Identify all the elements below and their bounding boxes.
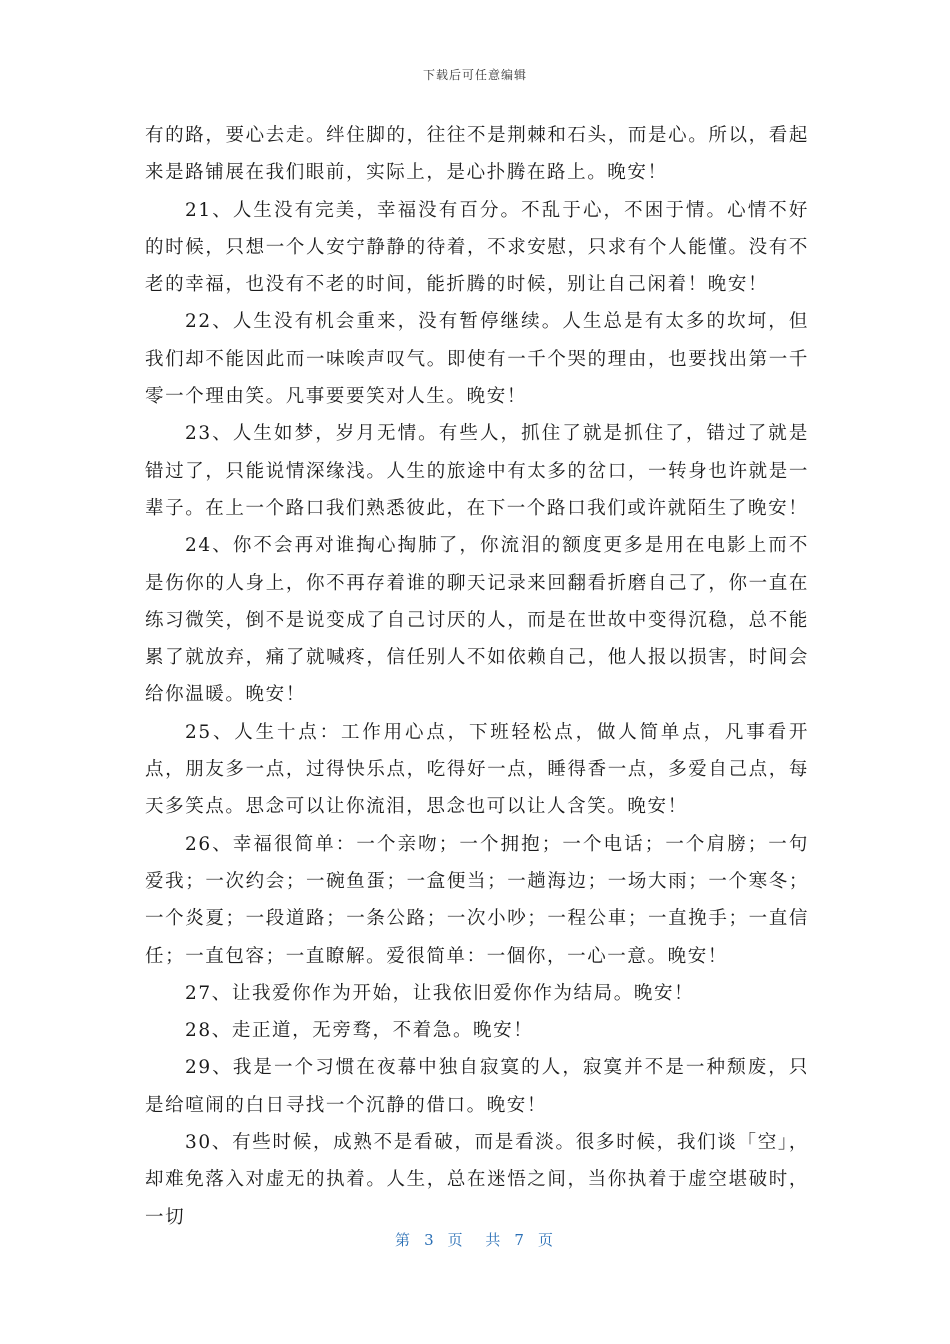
page-number-middle: 页 共 xyxy=(447,1231,503,1249)
paragraph: 28、走正道，无旁骛，不着急。晚安！ xyxy=(185,1020,534,1042)
paragraph: 21、人生没有完美，幸福没有百分。不乱于心，不困于情。心情不好的时候，只想一个人安宁静静的待着，不求安慰，只求有个人能懂。没有不老的幸福，也没有不老的时间，能折腾的时候，别让自己闲着！晚安！ xyxy=(145,199,809,296)
paragraph: 22、人生没有机会重来，没有暂停继续。人生总是有太多的坎坷，但我们却不能因此而一味唉声叹气。即使有一千个哭的理由，也要找出第一千零一个理由笑。凡事要要笑对人生。晚安！ xyxy=(145,311,809,408)
paragraph: 30、有些时候，成熟不是看破，而是看淡。很多时候，我们谈「空」，却难免落入对虚无的执着。人生，总在迷悟之间，当你执着于虚空堪破时，一切 xyxy=(145,1132,809,1228)
paragraph: 24、你不会再对谁掏心掏肺了，你流泪的额度更多是用在电影上而不是伤你的人身上，你不再存着谁的聊天记录来回翻看折磨自己了，你一直在练习微笑，倒不是说变成了自己讨厌的人，而是在世故中变得沉稳，总不能累了就放弃，痛了就喊疼，信任别人不如依赖自己，他人报以损害，时间会给你温暖。晚安！ xyxy=(145,535,809,706)
paragraph: 有的路，要心去走。绊住脚的，往往不是荆棘和石头，而是心。所以，看起来是路铺展在我们眼前，实际上，是心扑腾在路上。晚安！ xyxy=(145,125,809,184)
current-page-number: 3 xyxy=(424,1231,436,1249)
paragraph: 26、幸福很简单：一个亲吻；一个拥抱；一个电话；一个肩膀；一句爱我；一次约会；一碗鱼蛋；一盒便当；一趟海边；一场大雨；一个寒冬；一个炎夏；一段道路；一条公路；一次小吵；一程公車；一直挽手；一直信任；一直包容；一直瞭解。爱很简单：一個你，一心一意。晚安！ xyxy=(145,833,809,967)
document-body xyxy=(145,117,809,1236)
page-header: 下载后可任意编辑 xyxy=(422,68,527,82)
paragraph: 23、人生如梦，岁月无情。有些人，抓住了就是抓住了，错过了就是错过了，只能说情深缘浅。人生的旅途中有太多的岔口，一转身也许就是一辈子。在上一个路口我们熟悉彼此，在下一个路口我们或许就陌生了晚安！ xyxy=(145,423,809,519)
paragraph: 29、我是一个习惯在夜幕中独自寂寞的人，寂寞并不是一种颓废，只是给喧闹的白日寻找一个沉静的借口。晚安！ xyxy=(145,1057,809,1116)
page-number-suffix: 页 xyxy=(537,1231,555,1249)
page-footer xyxy=(0,1229,950,1250)
page-number-prefix: 第 xyxy=(395,1231,413,1249)
total-page-number: 7 xyxy=(514,1231,526,1249)
paragraph: 25、人生十点：工作用心点，下班轻松点，做人简单点，凡事看开点，朋友多一点，过得快乐点，吃得好一点，睡得香一点，多爱自己点，每天多笑点。思念可以让你流泪，思念也可以让人含笑。晚安！ xyxy=(145,721,809,818)
paragraph: 27、让我爱你作为开始，让我依旧爱你作为结局。晚安！ xyxy=(185,982,695,1004)
